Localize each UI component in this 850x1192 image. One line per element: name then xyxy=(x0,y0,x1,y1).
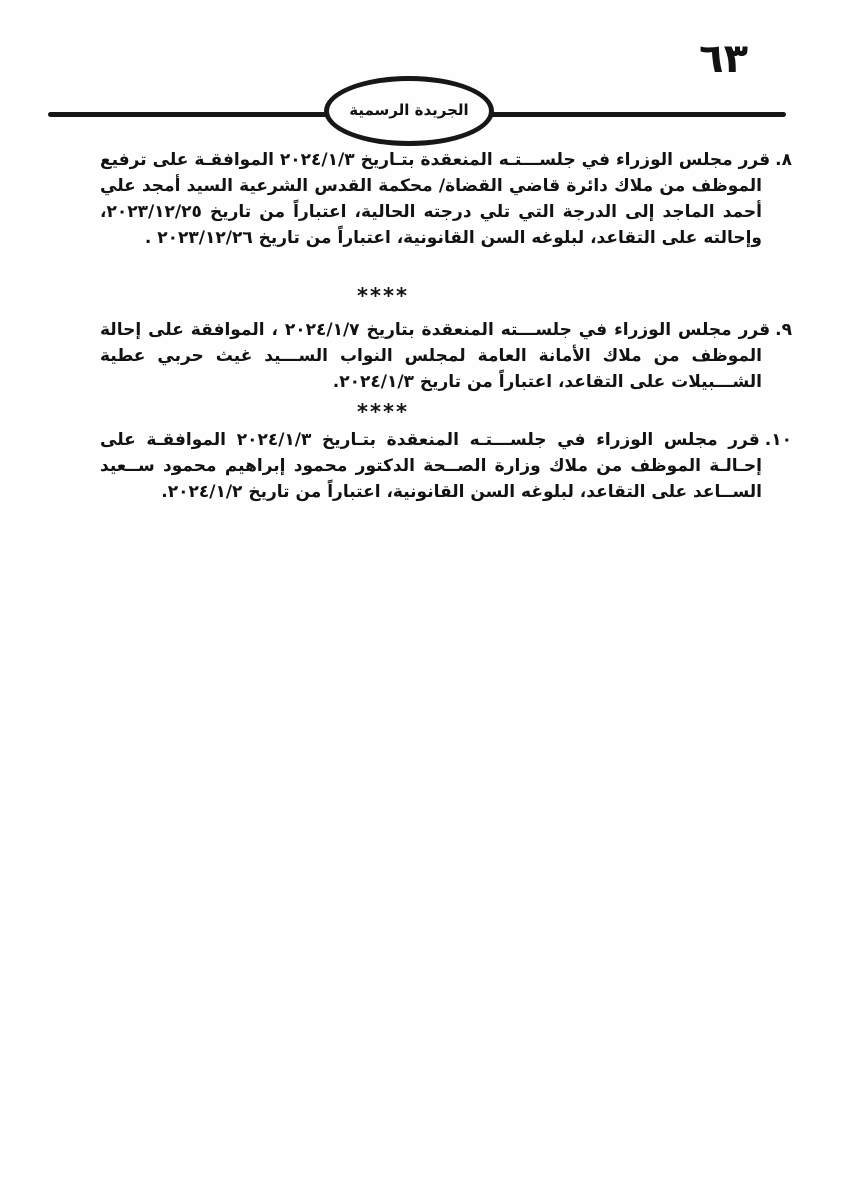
decree-item-9 xyxy=(100,317,792,395)
gazette-badge-oval xyxy=(324,76,494,146)
decree-item-8 xyxy=(100,147,792,251)
decree-item-10 xyxy=(100,427,792,505)
decree-separator: **** xyxy=(357,284,409,308)
decree-text: قرر مجلس الوزراء في جلســـته المنعقدة بتاريخ ٢٠٢٤/١/٧ ، الموافقة على إحالة الموظف من ملاك الأمانة العامة لمجلس النواب الســـيد غيث حربي عطية الشـــبيلات على التقاعد، اعتباراً من تاريخ ٢٠٢٤/١/٣. xyxy=(100,320,771,392)
decree-marker: ٩. xyxy=(775,320,792,340)
decree-separator: **** xyxy=(357,400,409,424)
decree-text: قرر مجلس الوزراء في جلســـتـه المنعقدة بتـاريخ ٢٠٢٤/١/٣ الموافقـة على إحـالـة الموظف من ملاك وزارة الصــحة الدكتور محمود إبراهيم محمود ســعيد الســاعد على التقاعد، لبلوغه السن القانونية، اعتباراً من تاريخ ٢٠٢٤/١/٢. xyxy=(100,430,762,502)
page-number: ٦٣ xyxy=(699,36,748,82)
decree-marker: ١٠. xyxy=(764,430,792,450)
gazette-badge-label: الجريدة الرسمية xyxy=(349,100,469,119)
decree-marker: ٨. xyxy=(775,150,792,170)
decrees-list xyxy=(100,147,792,505)
decree-text: قرر مجلس الوزراء في جلســـتـه المنعقدة بتـاريخ ٢٠٢٤/١/٣ الموافقـة على ترفيع الموظف من ملاك دائرة قاضي القضاة/ محكمة القدس الشرعية السيد أمجد علي أحمد الماجد إلى الدرجة التي تلي درجته الحالية، اعتباراً من تاريخ ٢٠٢٣/١٢/٢٥، وإحالته على التقاعد، لبلوغه السن القانونية، اعتباراً من تاريخ ٢٠٢٣/١٢/٢٦ . xyxy=(100,150,771,248)
